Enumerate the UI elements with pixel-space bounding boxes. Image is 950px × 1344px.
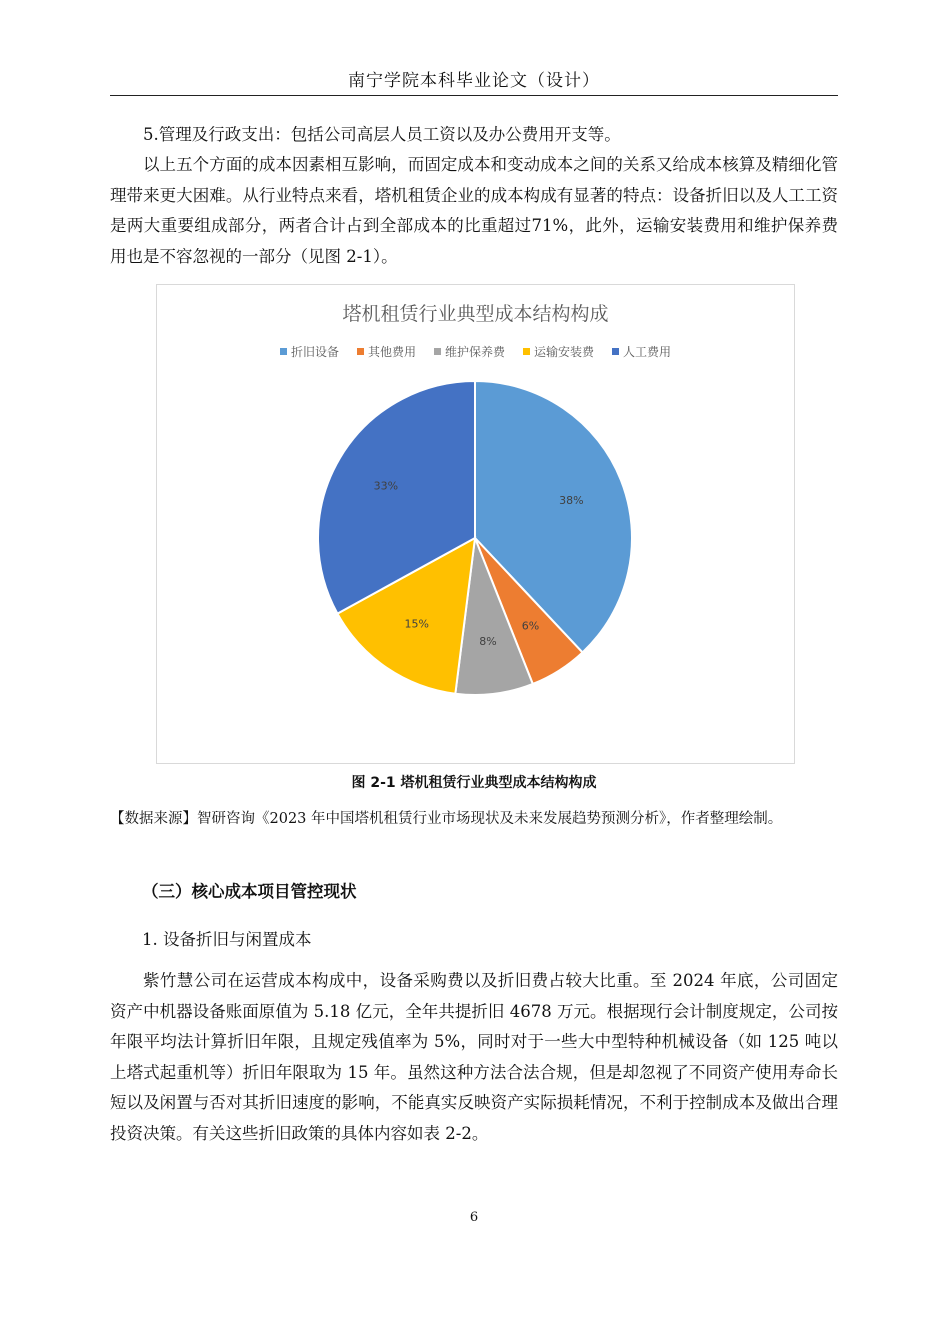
legend-label: 运输安装费 [534,345,595,359]
pie-chart-figure [156,284,795,764]
data-source-note: 【数据来源】智研咨询《2023 年中国塔机租赁行业市场现状及未来发展趋势预测分析》，作者整理绘制。 [110,811,783,827]
pie-data-label: 6% [521,619,540,633]
pie-data-label: 38% [559,493,584,507]
section-heading: （三）核心成本项目管控现状 [142,882,357,901]
legend-label: 其他费用 [367,345,416,359]
header-divider [110,95,838,96]
paragraph-cost-factors: 以上五个方面的成本因素相互影响，而固定成本和变动成本之间的关系又给成本核算及精细化管理带来更大困难。从行业特点来看，塔机租赁企业的成本构成有显著的特点：设备折旧以及人工工资是两大重要组成部分，两者合计占到全部成本的比重超过71%，此外，运输安装费用和维护保养费用也是不容忽视的一部分（见图 2-1）。 [110,155,838,266]
legend-label: 人工费用 [623,345,672,359]
legend-label: 维护保养费 [444,345,505,359]
figure-caption: 图 2-1 塔机租赁行业典型成本结构构成 [351,775,597,791]
sub-heading: 1. 设备折旧与闲置成本 [142,930,312,949]
pie-data-label: 8% [479,634,497,648]
pie-chart-svg [157,285,794,763]
pie-data-label: 15% [404,617,429,631]
page-number: 6 [469,1210,479,1225]
chart-title: 塔机租赁行业典型成本结构构成 [342,303,609,325]
pie-data-label: 33% [373,479,399,493]
paragraph-admin-expenses: 5.管理及行政支出：包括公司高层人员工资以及办公费用开支等。 [143,125,621,144]
page-header-title: 南宁学院本科毕业论文（设计） [348,71,600,91]
paragraph-depreciation: 紫竹慧公司在运营成本构成中，设备采购费以及折旧费占较大比重。至 2024 年底，公司固定资产中机器设备账面原值为 5.18 亿元，全年共提折旧 4678 万元。根据现行会计制度规定，公司按年限平均法计算折旧年限，且规定残值率为 5%，同时对于一些大中型特种机械设备（如 125 吨以上塔式起重机等）折旧年限取为 15 年。虽然这种方法合法合规，但是却忽视了不同资产使用寿命长短以及闲置与否对其折旧速度的影响，不能真实反映资产实际损耗情况，不利于控制成本及做出合理投资决策。有关这些折旧政策的具体内容如表 2-2。 [110,971,838,1143]
legend-label: 折旧设备 [290,345,339,359]
